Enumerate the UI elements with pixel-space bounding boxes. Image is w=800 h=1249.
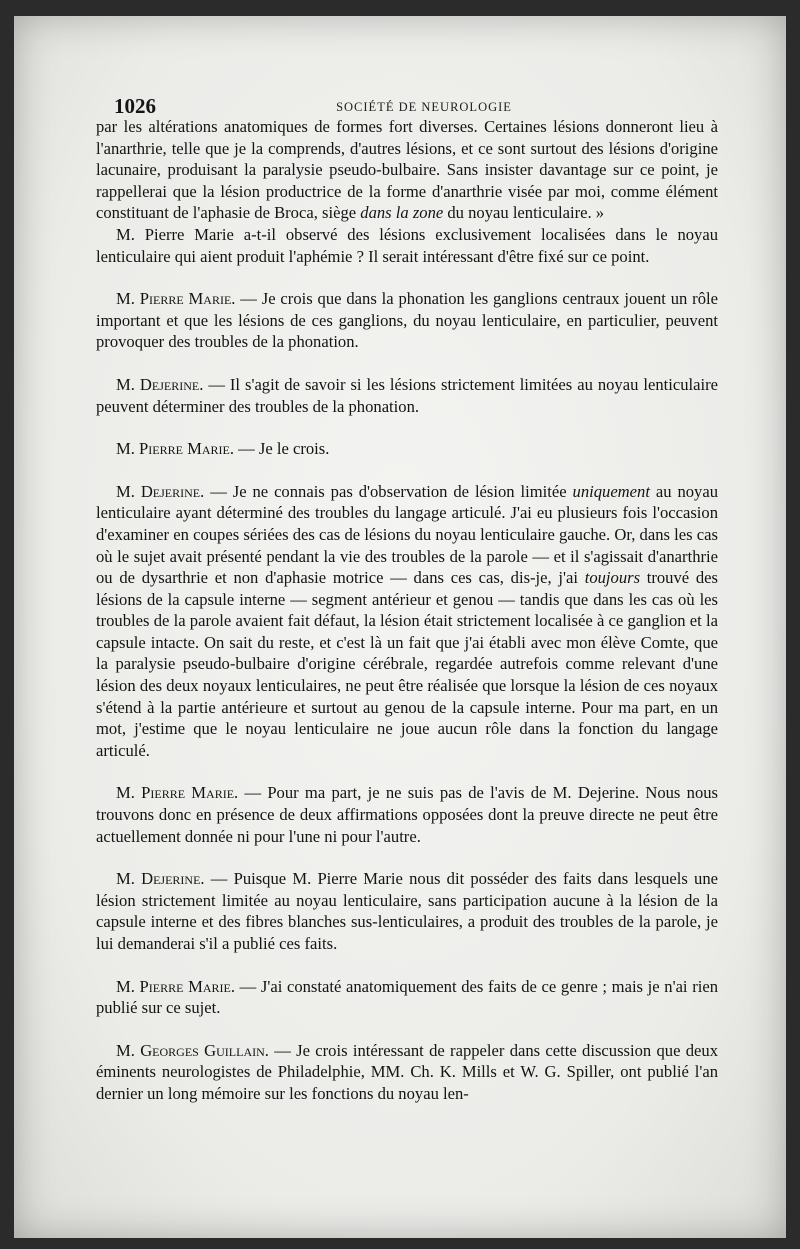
paragraph-statement (96, 288, 718, 353)
paragraph-text: — Je crois intéressant de rappeler dans cette discussion que deux éminents neurologistes de Philadelphie, MM. Ch. K. Mills et W. G. Spiller, ont publié l'an dernier un long mémoire sur les fonctions du noyau len- (96, 1040, 719, 1103)
paragraph-statement (96, 374, 718, 417)
paragraph-text: au noyau lenticulaire ayant déterminé des troubles du langage articulé. J'ai eu plusieurs fois l'occasion d'examiner en coupes sériées des cas de lésions du noyau lenticulaire gauche. Or, dans les cas où le sujet avait présenté pendant la vie des troubles de la parole — et il s'agissait d'anarthrie ou de dysarthrie et non d'aphasie motrice — dans ces cas, dis-je, j'ai (96, 481, 718, 588)
page-number: 1026 (114, 94, 156, 118)
paragraph-text: du noyau lenticulaire. » (443, 203, 605, 223)
speaker-name: M. Georges Guillain. (116, 1040, 269, 1060)
emphasis-text: toujours (584, 568, 641, 588)
paragraph-statement (96, 481, 718, 762)
speaker-name: M. Pierre Marie. (116, 783, 239, 803)
emphasis-text: uniquement (572, 481, 650, 501)
speaker-name: M. Pierre Marie. (116, 289, 236, 309)
page-body (96, 116, 718, 1105)
paragraph-text: trouvé des lésions de la capsule interne — segment antérieur et genou — tandis que dans les cas où les troubles de la parole avaient fait défaut, la lésion était strictement localisée à ce ganglion et la capsule intacte. On sait du reste, et c'est là un fait que j'ai établi avec mon élève Comte, que la paralysie pseudo-bulbaire d'origine cérébrale, regardée autrefois comme relevant d'une lésion des deux noyaux lenticulaires, ne peut être réalisée que lorsque la lésion de ces noyaux s'étend à la partie antérieure et surtout au genou de la capsule interne. Pour ma part, en un mot, j'estime que le noyau lenticulaire ne joue aucun rôle dans la fonction du langage articulé. (96, 568, 718, 760)
paragraph-statement (96, 782, 718, 847)
paragraph-text: — Puisque M. Pierre Marie nous dit posséder des faits dans lesquels une lésion strictement limitée au noyau lenticulaire, sans participation aucune à la lésion de la capsule interne et des fibres blanches sus-lenticulaires, a produit des troubles de la parole, je lui demanderai s'il a publié ces faits. (96, 869, 719, 953)
speaker-name: M. Pierre Marie. (116, 439, 234, 459)
paragraph-question: M. Pierre Marie a-t-il observé des lésions exclusivement localisées dans le noyau lenticulaire qui aient produit l'aphémie ? Il serait intéressant d'être fixé sur ce point. (96, 224, 718, 266)
speaker-name: M. Dejerine. (116, 869, 205, 889)
paragraph-text: — Il s'agit de savoir si les lésions strictement limitées au noyau lenticulaire peuvent déterminer des troubles de la phonation. (96, 374, 719, 416)
speaker-name: M. Dejerine. (116, 374, 204, 394)
paragraph-text: — Je crois que dans la phonation les ganglions centraux jouent un rôle important et que les lésions de ces ganglions, du noyau lenticulaire, en particulier, peuvent provoquer des troubles de la phonation. (96, 289, 718, 352)
paragraph-statement (96, 1040, 718, 1105)
paragraph-text: — J'ai constaté anatomiquement des faits de ce genre ; mais je n'ai rien publié sur ce sujet. (96, 976, 718, 1018)
paragraph-statement (96, 438, 718, 460)
paragraph-text: — Pour ma part, je ne suis pas de l'avis de M. Dejerine. Nous nous trouvons donc en présence de deux affirmations opposées dont la preuve directe ne peut être actuellement donnée ni pour l'une ni pour l'autre. (96, 783, 718, 846)
speaker-name: M. Pierre Marie. (116, 976, 235, 996)
paragraph-statement (96, 976, 718, 1019)
paragraph-continuation (96, 116, 718, 224)
paragraph-text: par les altérations anatomiques de formes fort diverses. Certaines lésions donneront lieu à l'anarthrie, telle que je la comprends, d'autres lésions, et ce sont surtout des lésions d'origine lacunaire, produisant la paralysie pseudo-bulbaire. Sans insister davantage sur ce point, je rappellerai que la lésion productrice de la forme d'anarthrie visée par moi, comme élément constituant de l'aphasie de Broca, siège (96, 117, 718, 223)
paragraph-text: — Je le crois. (234, 439, 330, 459)
emphasis-text: dans la zone (360, 203, 444, 223)
running-title: SOCIÉTÉ DE NEUROLOGIE (336, 100, 512, 114)
speaker-name: M. Dejerine. (116, 481, 205, 501)
paragraph-text: — Je ne connais pas d'observation de lésion limitée (204, 481, 573, 501)
paragraph-statement (96, 868, 718, 954)
